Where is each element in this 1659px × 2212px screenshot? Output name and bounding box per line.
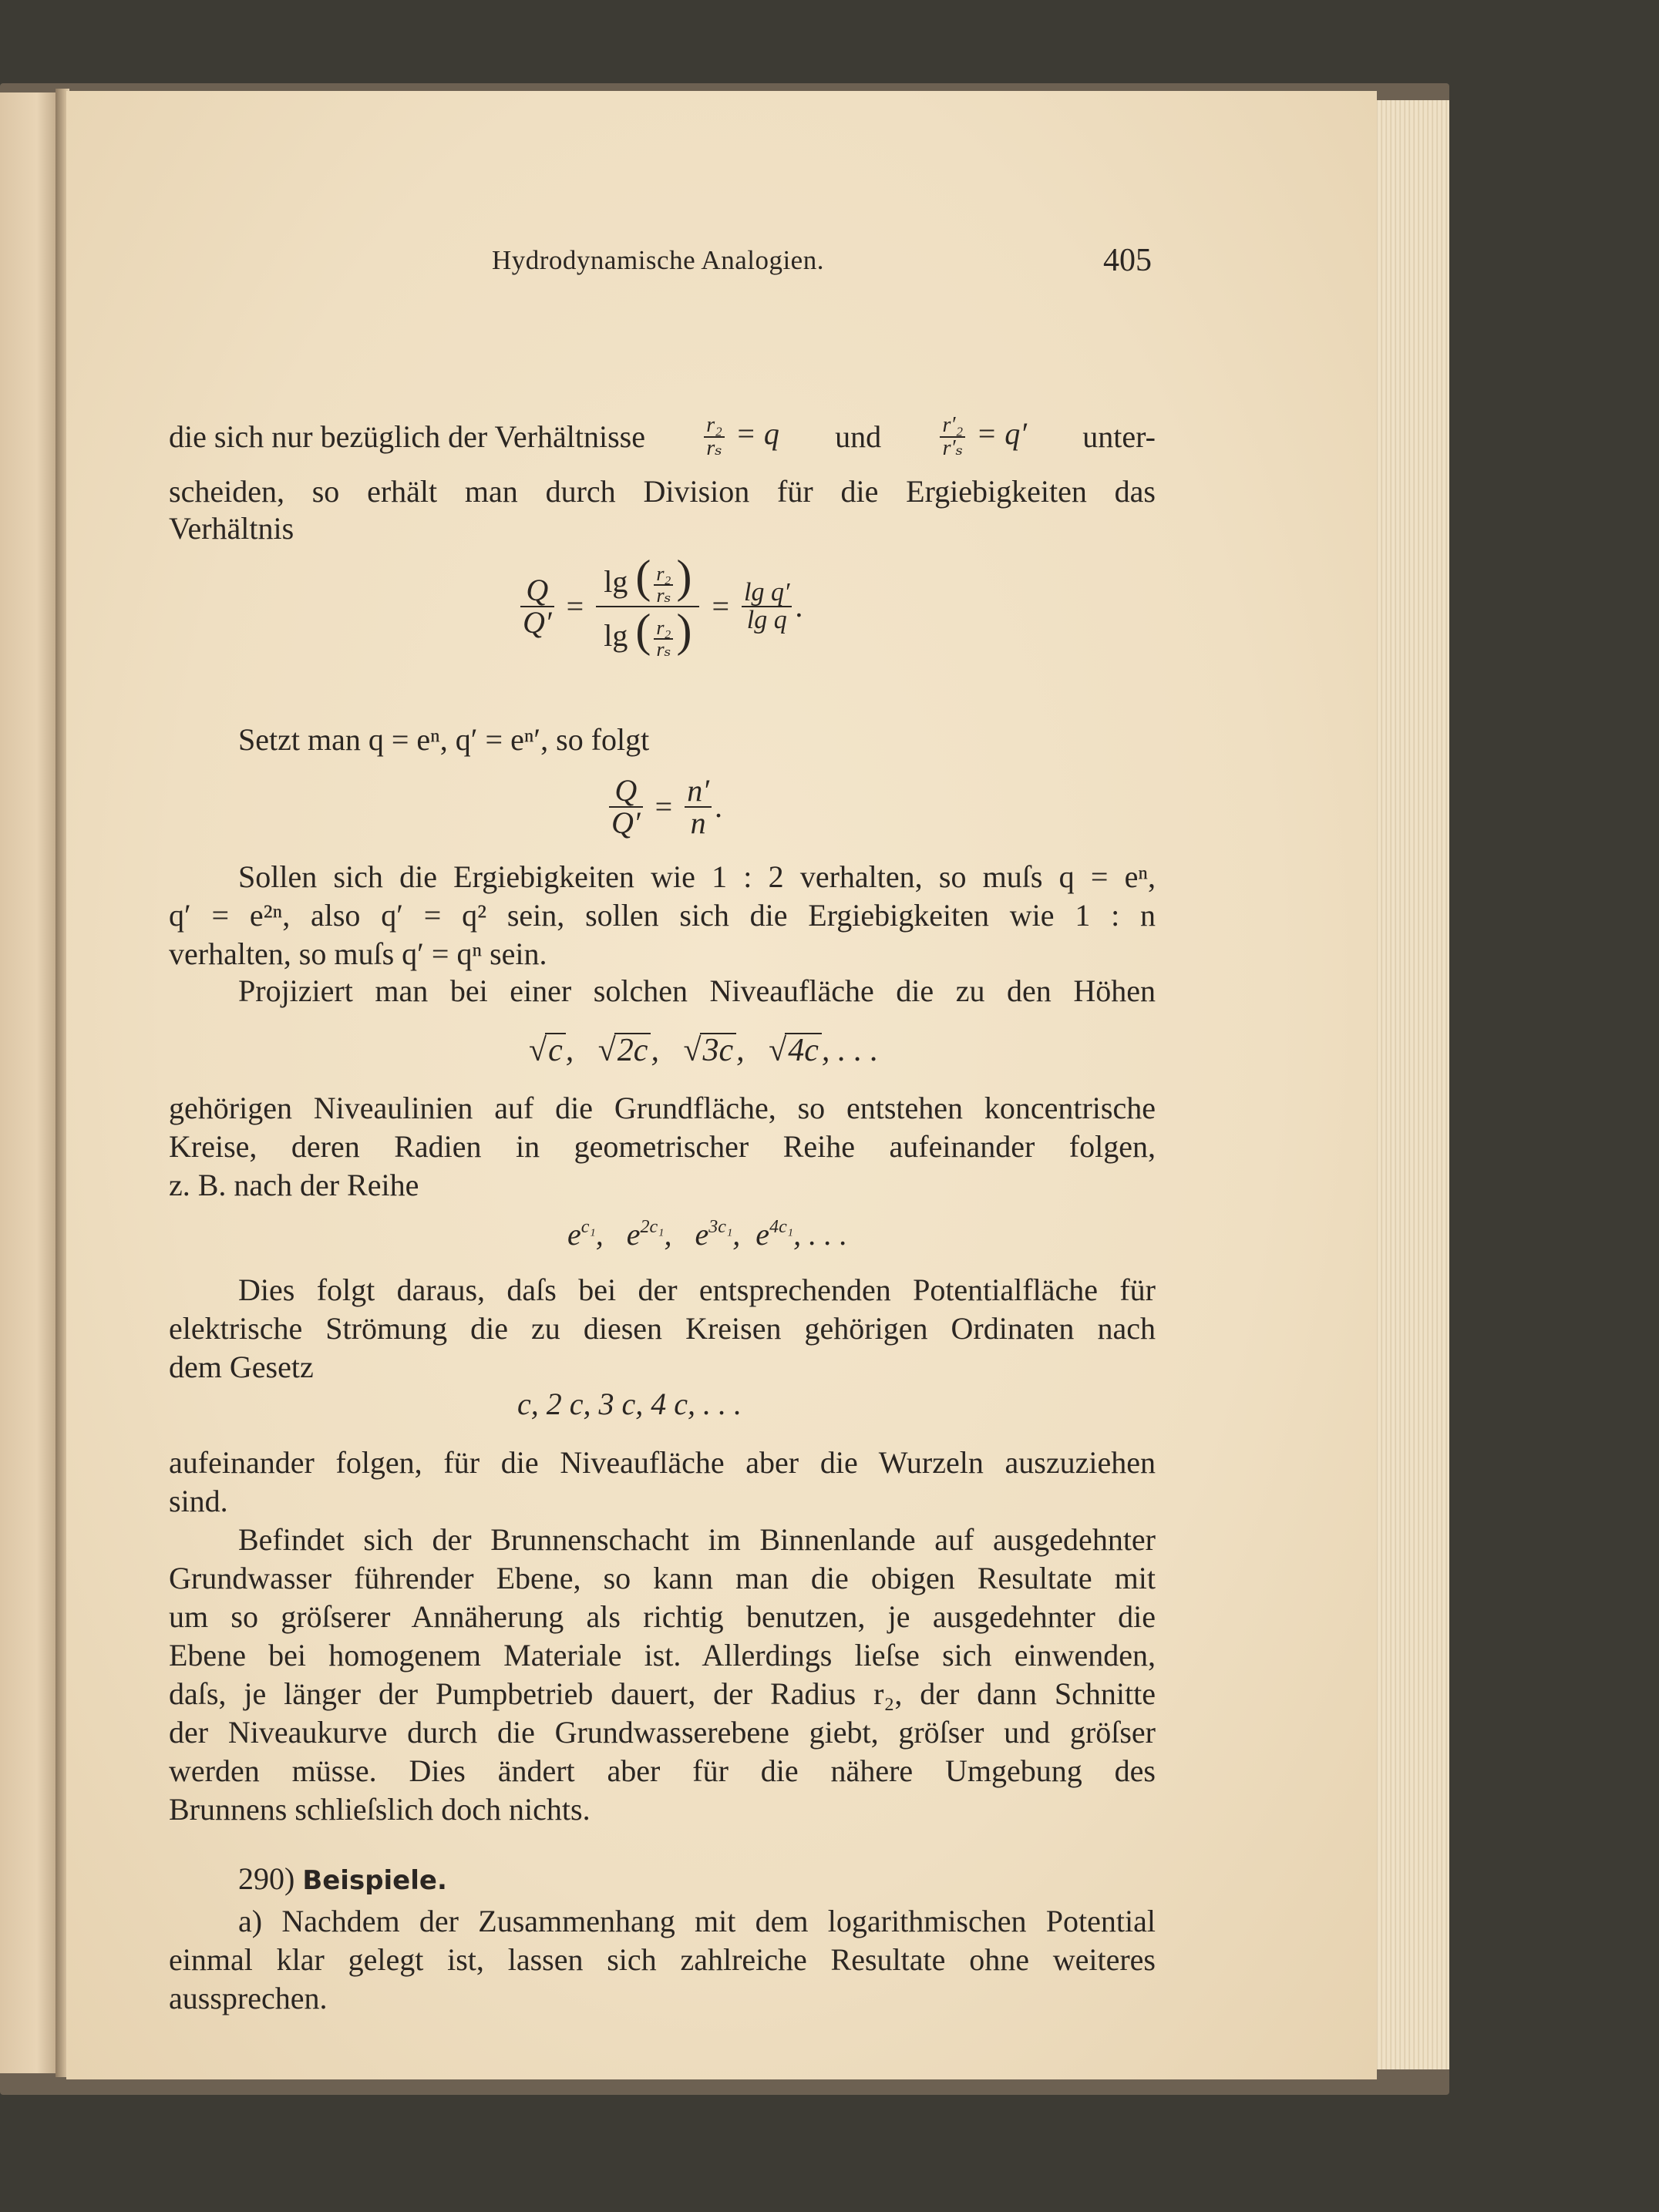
exp-series: $e^{c_1}$, $e^{2c_1}$, $e^{3c_1}$, $e^{4c_1}$, . . . xyxy=(567,1217,848,1252)
text-line: der Niveaukurve durch die Grundwasserebene giebt, gröſser und gröſser xyxy=(169,1715,1156,1750)
text-line: scheiden, so erhält man durch Division für die Ergiebigkeiten das xyxy=(169,474,1156,509)
text-line: Befindet sich der Brunnenschacht im Binnenlande auf ausgedehnter xyxy=(238,1522,1156,1557)
text-line: Ebene bei homogenem Materiale ist. Allerdings lieſse sich einwenden, xyxy=(169,1638,1156,1672)
text-line: um so gröſserer Annäherung als richtig benutzen, je ausgedehnter die xyxy=(169,1599,1156,1634)
text-line: aussprechen. xyxy=(169,1981,328,2015)
text-line: Dies folgt daraus, daſs bei der entsprechenden Potentialfläche für xyxy=(238,1272,1156,1307)
sqrt-series: √c, √2c, √3c, √4c, . . . xyxy=(529,1033,879,1068)
inline-formula: $\frac{\text{r′₂}}{\text{r′ₛ}}$ = q′ xyxy=(937,415,1027,459)
text-line: Grundwasser führender Ebene, so kann man die obigen Resultate mit xyxy=(169,1561,1156,1595)
book-page xyxy=(66,91,1377,2079)
facing-page-edge xyxy=(0,92,62,2073)
text-line: Kreise, deren Radien in geometrischer Reihe aufeinander folgen, xyxy=(169,1129,1156,1164)
text-line: a) Nachdem der Zusammenhang mit dem logarithmischen Potential xyxy=(238,1904,1156,1938)
text-line: q′ = e²ⁿ, also q′ = q² sein, sollen sich die Ergiebigkeiten wie 1 : n xyxy=(169,898,1156,933)
text-line: verhalten, so muſs q′ = qⁿ sein. xyxy=(169,936,547,971)
page-number: 405 xyxy=(1103,243,1152,278)
text-line: die sich nur bezüglich der Verhältnisse $\frac{\text{r₂}}{\text{rₛ}}$ = q und $\frac{\text{r′₂}}{\text{r′ₛ}}$ = q′ unter- xyxy=(169,413,1156,460)
text-line: sind. xyxy=(169,1484,228,1518)
text-line: Brunnens schlieſslich doch nichts. xyxy=(169,1792,591,1827)
text-line: aufeinander folgen, für die Niveaufläche aber die Wurzeln auszuziehen xyxy=(169,1445,1156,1480)
text-line: Setzt man q = eⁿ, q′ = eⁿ′, so folgt xyxy=(238,722,650,757)
text-line: Sollen sich die Ergiebigkeiten wie 1 : 2 verhalten, so muſs q = eⁿ, xyxy=(238,859,1156,894)
section-heading: 290) Beispiele. xyxy=(238,1861,447,1896)
ratio-formula: $\frac{Q}{Q'}$ = lg ( $\frac{\text{r₂}}{\text{rₛ}}$ ) lg ( $\frac{\text{r₂}}{\text{rₛ}}$ ) = $\frac{\text{lg q′}}{\text{lg q}}$ . xyxy=(517,553,803,660)
text-line: elektrische Strömung die zu diesen Kreisen gehörigen Ordinaten nach xyxy=(169,1311,1156,1346)
text-line: Verhältnis xyxy=(169,511,294,546)
text-line: z. B. nach der Reihe xyxy=(169,1168,419,1202)
text-line: gehörigen Niveaulinien auf die Grundfläche, so entstehen koncentrische xyxy=(169,1091,1156,1125)
text-line: dem Gesetz xyxy=(169,1350,314,1384)
page-stack-edge xyxy=(1365,100,1449,2069)
n-ratio-formula: $\frac{Q}{Q'}$ = $\frac{n'}{n}$ . xyxy=(606,775,722,839)
text-line: daſs, je länger der Pumpbetrieb dauert, der Radius r₂, der dann Schnitte xyxy=(169,1676,1156,1711)
linear-series: c, 2 c, 3 c, 4 c, . . . xyxy=(517,1387,742,1421)
running-header: Hydrodynamische Analogien. xyxy=(492,245,824,275)
inline-formula: $\frac{\text{r₂}}{\text{rₛ}}$ = q xyxy=(701,415,779,459)
text-line: werden müsse. Dies ändert aber für die nähere Umgebung des xyxy=(169,1753,1156,1788)
text-line: einmal klar gelegt ist, lassen sich zahlreiche Resultate ohne weiteres xyxy=(169,1942,1156,1977)
text-line: Projiziert man bei einer solchen Niveaufläche die zu den Höhen xyxy=(238,973,1156,1008)
